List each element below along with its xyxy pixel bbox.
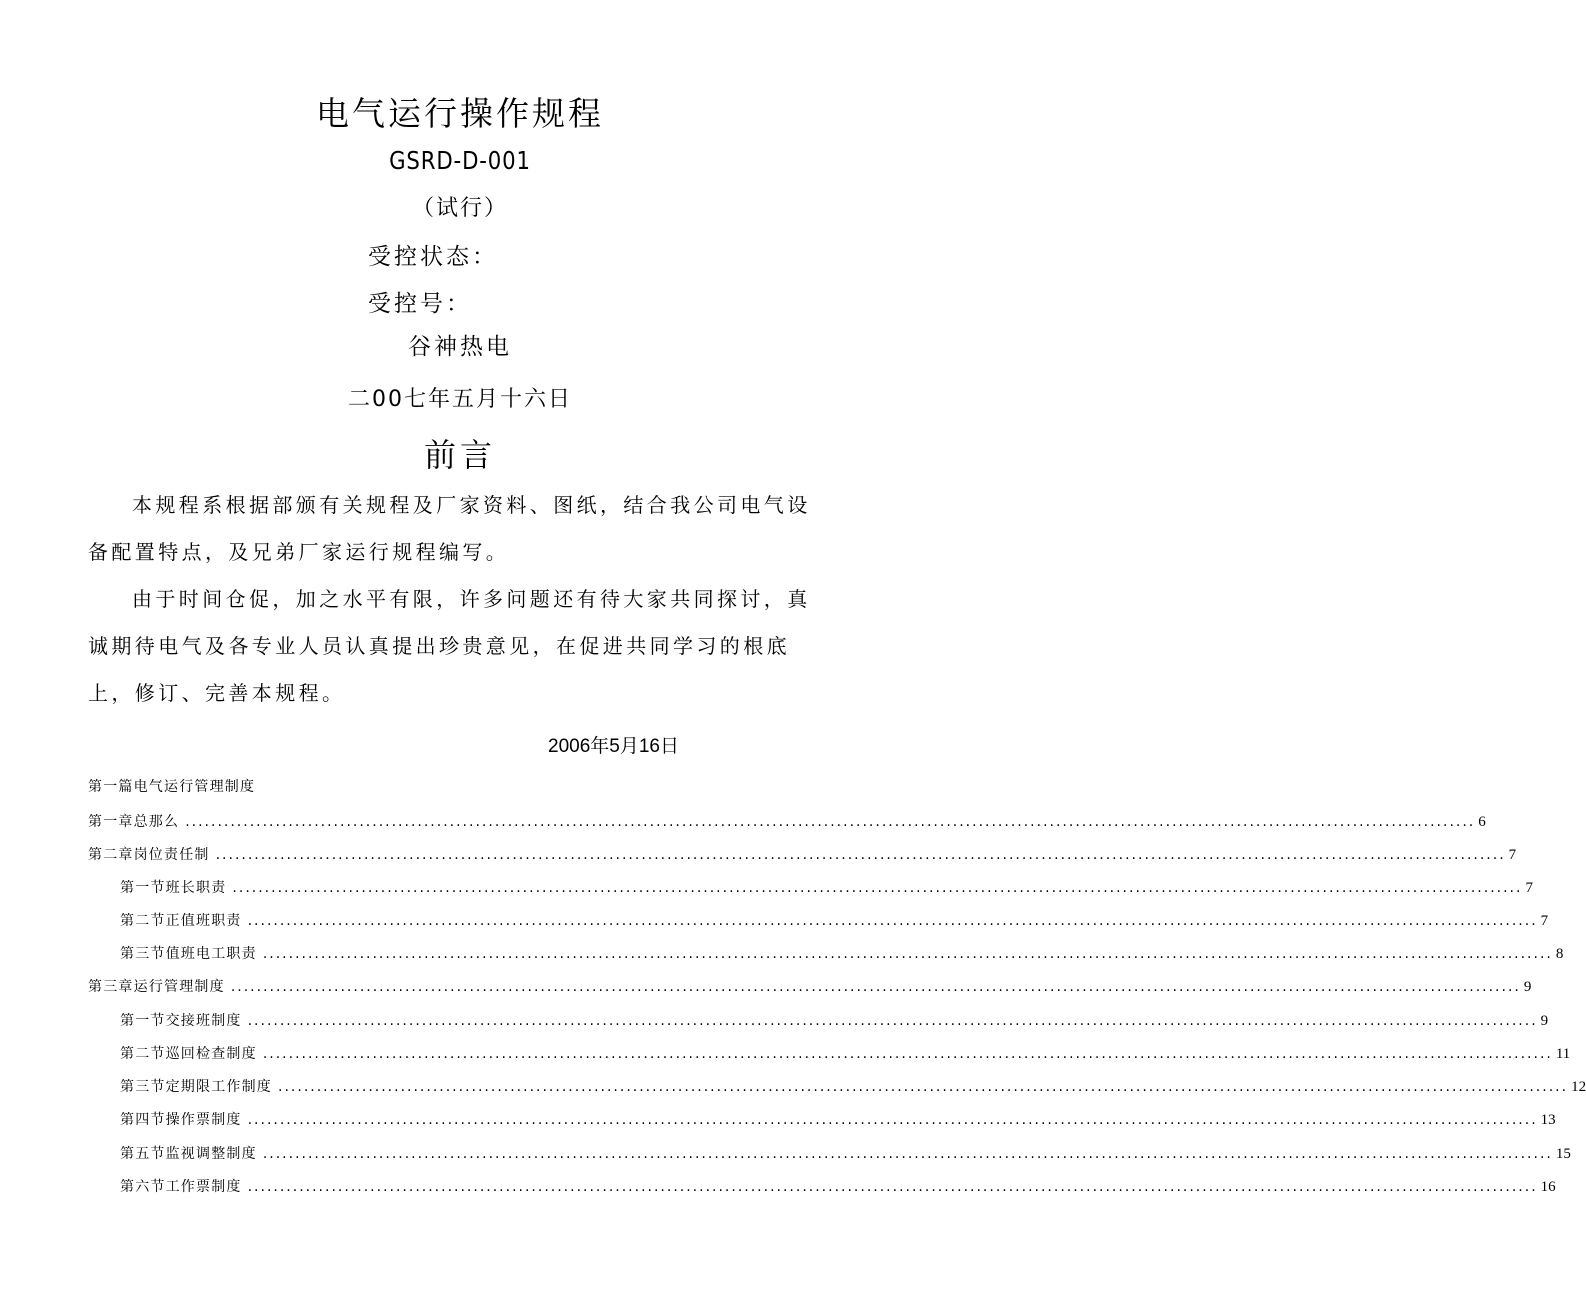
toc-entry-page: 8 bbox=[1555, 946, 1564, 962]
toc-entry-label: 第三章运行管理制度 bbox=[88, 979, 225, 995]
toc-entry[interactable] bbox=[120, 877, 1533, 897]
toc-entry[interactable] bbox=[88, 844, 1517, 864]
toc-leader-dots: ........................................................................................................................................................................................................ bbox=[247, 913, 1538, 929]
toc-leader-dots: ........................................................................................................................................................................................................ bbox=[230, 979, 1521, 995]
toc-entry[interactable] bbox=[120, 1010, 1549, 1030]
toc-entry-page: 16 bbox=[1540, 1179, 1556, 1195]
toc-entry-page: 7 bbox=[1540, 913, 1549, 929]
toc-leader-dots: ........................................................................................................................................................................................................ bbox=[185, 814, 1476, 830]
toc-entry[interactable] bbox=[120, 1043, 1571, 1063]
toc-leader-dots: ........................................................................................................................................................................................................ bbox=[247, 1179, 1538, 1195]
toc-leader-dots: ........................................................................................................................................................................................................ bbox=[215, 847, 1506, 863]
toc-entry-number: 第五节 bbox=[120, 1146, 166, 1162]
document-title: 电气运行操作规程 bbox=[316, 94, 604, 133]
toc-entry-label: 定期限工作制度 bbox=[165, 1079, 273, 1095]
preface-paragraph-text: 由于时间仓促，加之水平有限，许多问题还有待大家共同探讨，真诚期待电气及各专业人员认真提出珍贵意见，在促进共同学习的根底上，修订、完善本规程。 bbox=[88, 587, 811, 705]
control-status-label: 受控状态： bbox=[368, 244, 498, 270]
control-number-label: 受控号： bbox=[368, 291, 472, 317]
toc-entry-label: 值班电工职责 bbox=[165, 946, 257, 962]
toc-entry[interactable] bbox=[120, 1176, 1556, 1196]
toc-entry-label: 班长职责 bbox=[165, 880, 227, 896]
toc-entry-page: 6 bbox=[1478, 814, 1486, 830]
toc-entry-page: 9 bbox=[1540, 1013, 1549, 1029]
preface-signed-date: 2006年5月16日 bbox=[548, 736, 679, 757]
toc-entry-label: 巡回检查制度 bbox=[165, 1046, 257, 1062]
toc-entry-number: 第六节 bbox=[120, 1179, 166, 1195]
toc-entry-label: 正值班职责 bbox=[165, 913, 242, 929]
toc-entry-label: 第一章总那么 bbox=[88, 814, 180, 830]
toc-heading: 第一篇电气运行管理制度 bbox=[88, 779, 256, 795]
toc-entry-page: 7 bbox=[1508, 847, 1517, 863]
toc-entry[interactable] bbox=[120, 1109, 1556, 1129]
toc-leader-dots: ........................................................................................................................................................................................................ bbox=[262, 1046, 1553, 1062]
toc-entry-number: 第三节 bbox=[120, 1079, 166, 1095]
toc-entry-page: 13 bbox=[1540, 1112, 1556, 1128]
toc-entry[interactable] bbox=[88, 976, 1532, 996]
toc-entry-label: 第四节操作票制度 bbox=[120, 1112, 242, 1128]
toc-entry-label: 工作票制度 bbox=[165, 1179, 242, 1195]
toc-entry-number: 第二节 bbox=[120, 913, 166, 929]
toc-entry[interactable] bbox=[120, 943, 1564, 963]
toc-entry-number: 第一节 bbox=[120, 1013, 166, 1029]
toc-entry-label: 监视调整制度 bbox=[165, 1146, 257, 1162]
preface-paragraph bbox=[88, 576, 833, 717]
toc-entry-label: 第二章岗位责任制 bbox=[88, 847, 210, 863]
document-code: GSRD-D-001 bbox=[389, 146, 531, 175]
company-name: 谷神热电 bbox=[408, 334, 512, 360]
toc-entry[interactable] bbox=[120, 1143, 1571, 1163]
cover-date: 二00七年五月十六日 bbox=[348, 387, 572, 412]
toc-leader-dots: ........................................................................................................................................................................................................ bbox=[262, 946, 1553, 962]
toc-leader-dots: ........................................................................................................................................................................................................ bbox=[262, 1146, 1553, 1162]
preface-paragraph-text: 本规程系根据部颁有关规程及厂家资料、图纸，结合我公司电气设备配置特点，及兄弟厂家运行规程编写。 bbox=[88, 493, 811, 564]
toc-entry-page: 15 bbox=[1555, 1146, 1571, 1162]
toc-entry-number: 第二节 bbox=[120, 1046, 166, 1062]
toc-entry-number: 第三节 bbox=[120, 946, 166, 962]
toc-entry[interactable] bbox=[120, 1076, 1586, 1096]
toc-entry-page: 12 bbox=[1571, 1079, 1586, 1095]
toc-leader-dots: ........................................................................................................................................................................................................ bbox=[278, 1079, 1569, 1095]
preface-title: 前言 bbox=[423, 436, 496, 474]
toc-entry-label: 交接班制度 bbox=[165, 1013, 242, 1029]
preface-paragraph bbox=[88, 482, 833, 576]
toc-entry-page: 9 bbox=[1523, 979, 1532, 995]
toc-leader-dots: ........................................................................................................................................................................................................ bbox=[247, 1013, 1538, 1029]
toc-leader-dots: ........................................................................................................................................................................................................ bbox=[232, 880, 1523, 896]
toc-entry-page: 11 bbox=[1555, 1046, 1571, 1062]
toc-entry-number: 第一节 bbox=[120, 880, 166, 896]
toc-entry[interactable] bbox=[120, 910, 1549, 930]
toc-leader-dots: ........................................................................................................................................................................................................ bbox=[247, 1112, 1538, 1128]
trial-label: （试行） bbox=[411, 196, 508, 221]
toc-entry[interactable] bbox=[88, 811, 1486, 831]
toc-entry-page: 7 bbox=[1525, 880, 1533, 896]
